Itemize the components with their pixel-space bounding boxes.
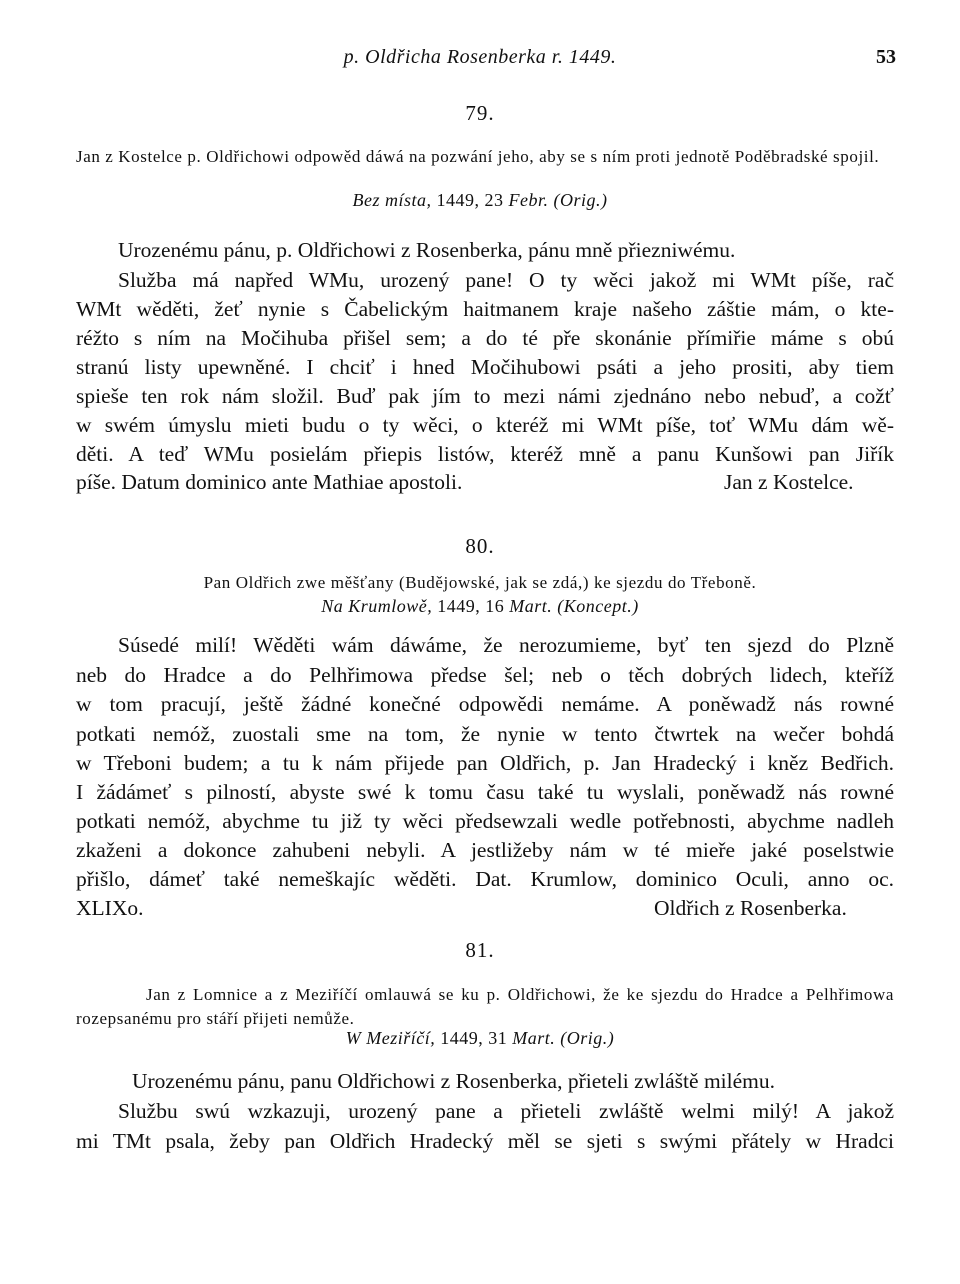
source-note: (Koncept.) [557, 596, 639, 616]
text-line [76, 896, 894, 921]
text-line: WMt wěděti, žeť nynie s Čabelickým haitmanem kraje našeho záštie mám, o kte- [76, 297, 894, 321]
text-line-end: XLIXo. [76, 896, 144, 920]
letter-source [0, 190, 960, 211]
text-line: Súsedé milí! Wěděti wám dáwáme, že nerozumieme, byť ten sjezd do Plzně [118, 633, 894, 657]
source-date: 1449, 23 [436, 190, 504, 210]
text-line: zkaženi a dokonce zahubeni nebyli. A jestližeby nám w té mieře jaké poselstwie [76, 838, 894, 862]
source-place: Bez místa, [352, 190, 432, 210]
text-line: Služba má napřed WMu, urozený pane! O ty wěci jakož mi WMt píše, rač [118, 268, 894, 292]
text-line: w tom pracují, ještě žádné konečné odpowědi nemáme. A poněwadž nás rowné [76, 692, 894, 716]
text-line: spieše ten rok nám složil. Buď pak jím to mezi námi zjednáno nebo nebuď, a cožť [76, 384, 894, 408]
text-line: Urozenému pánu, p. Oldřichowi z Rosenberka, pánu mně přiezniwému. [118, 238, 736, 262]
text-line: réžto s ním na Močihuba přišel sem; a do té pře skonánie přímiřie máme s obú [76, 326, 894, 350]
letter-number: 79. [465, 101, 495, 125]
letter-summary: Jan z Lomnice a z Meziříčí omlauwá se ku p. Oldřichowi, že ke sjezdu do Hradce a Pelhřimowa rozepsanému pro stáří přijeti nemůže. [76, 985, 894, 1028]
text-line: Urozenému pánu, panu Oldřichowi z Rosenberka, přieteli zwláště milému. [132, 1069, 776, 1093]
source-month: Febr. [508, 190, 549, 210]
text-line: přišlo, dámeť také nemeškajíc wěděti. Dat. Krumlow, dominico Oculi, anno oc. [76, 867, 894, 891]
text-line: děti. A teď WMu posielám přiepis listów, kteréž mně a panu Kunšowi pan Jiřík [76, 442, 894, 466]
text-line [76, 470, 894, 495]
source-place: W Meziříčí, [345, 1028, 436, 1048]
text-line: mi TMt psala, žeby pan Oldřich Hradecký měl se sjeti s swými přátely w Hradci [76, 1129, 894, 1153]
source-place: Na Krumlowě, [321, 596, 433, 616]
letter-source [0, 1028, 960, 1049]
source-date: 1449, 31 [440, 1028, 508, 1048]
letter-signature: Oldřich z Rosenberka. [654, 896, 847, 920]
source-note: (Orig.) [560, 1028, 615, 1048]
text-line: potkati nemóž, abychme tu již ty wěci předsewzali wedle potřebnosti, abychme nadleh [76, 809, 894, 833]
letter-number: 81. [465, 938, 495, 962]
text-line: w Třeboni budem; a tu k nám přijede pan Oldřich, p. Jan Hradecký i kněz Bedřich. [76, 751, 894, 775]
text-line: stranú listy upewněné. I chciť i hned Močihubowi psáti a jeho prositi, aby tiem [76, 355, 894, 379]
source-note: (Orig.) [553, 190, 608, 210]
letter-summary: Pan Oldřich zwe měšťany (Budějowské, jak se zdá,) ke sjezdu do Třeboně. [203, 573, 757, 592]
text-line-end: píše. Datum dominico ante Mathiae apostoli. [76, 470, 463, 494]
letter-signature: Jan z Kostelce. [724, 470, 854, 494]
source-month: Mart. [512, 1028, 556, 1048]
text-line: potkati nemóž, zuostali sme na tom, že nynie w tento čtwrtek na wečer bohdá [76, 722, 894, 746]
text-line: I žádámeť s pilností, abyste swé k tomu času také tu wyslali, poněwadž nás rowné [76, 780, 894, 804]
letter-number: 80. [465, 534, 495, 558]
text-line: Službu swú wzkazuji, urozený pane a přieteli zwláště welmi milý! A jakož [118, 1099, 894, 1123]
letter-source [0, 596, 960, 617]
running-title: p. Oldřicha Rosenberka r. 1449. [343, 46, 617, 68]
page-number: 53 [876, 46, 896, 68]
text-line: w swém úmyslu mieti budu o ty wěci, o kteréž mi WMt píše, toť WMu dám wě- [76, 413, 894, 437]
source-date: 1449, 16 [437, 596, 505, 616]
letter-summary: Jan z Kostelce p. Oldřichowi odpowěd dáwá na pozwání jeho, aby se s ním proti jednotě Poděbradské spojil. [76, 147, 880, 166]
text-line: neb do Hradce a do Pelhřimowa předse šel; neb o těch dobrých lidech, kteříž [76, 663, 894, 687]
source-month: Mart. [509, 596, 553, 616]
